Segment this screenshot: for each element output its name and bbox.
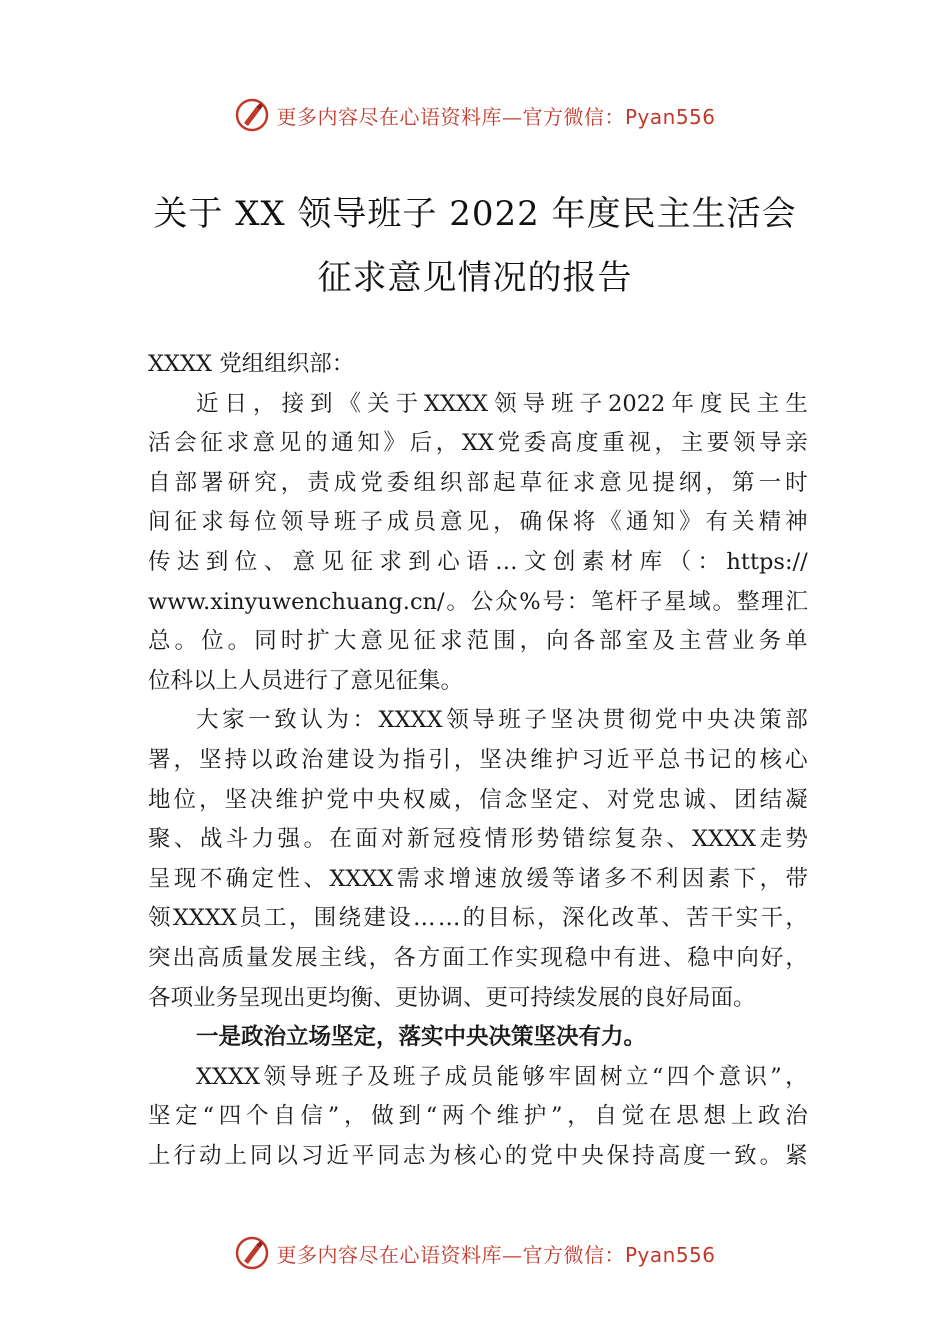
paragraph-line: 自 部 署 研 究 ， 责 成 党 委 组 织 部 起 草 征 求 意 见 提 纲 ， 第 一 时	[148, 469, 808, 496]
paragraph-line	[148, 979, 808, 1019]
paragraph-line: 上 行 动 上 同 以 习 近 平 同 志 为 核 心 的 党 中 央 保 持 高 度 一 致 。 紧	[148, 1142, 808, 1169]
line-text: 位科以上人员进行了意见征集。	[148, 667, 464, 694]
paragraph-line: 总 。 位 。 同 时 扩 大 意 见 征 求 范 围 ， 向 各 部 室 及 主 营 业 务 单	[148, 628, 808, 655]
paragraph-line: XXXX 领 导 班 子 及 班 子 成 员 能 够 牢 固 树 立 “ 四 个 意 识 ” ，	[196, 1063, 808, 1090]
banner-wechat-id: Pyan556	[624, 104, 716, 129]
logo-icon	[234, 1235, 270, 1271]
paragraph-line: 大 家 一 致 认 为 ： XXXX 领 导 班 子 坚 决 贯 彻 党 中 央 决 策 部	[196, 707, 808, 734]
paragraph-line: 活 会 征 求 意 见 的 通 知 》 后 ， XX 党 委 高 度 重 视 ， 主 要 领 导 亲	[148, 430, 808, 457]
paragraph-line: 署 ， 坚 持 以 政 治 建 设 为 指 引 ， 坚 决 维 护 习 近 平 总 书 记 的 核 心	[148, 746, 808, 773]
body-lines	[148, 385, 808, 1177]
paragraph-line: 突 出 高 质 量 发 展 主 线 ， 各 方 面 工 作 实 现 稳 中 有 进 、 稳 中 向 好 ，	[148, 944, 808, 971]
document-title-line-1: 关于 XX 领导班子 2022 年度民主生活会	[153, 194, 797, 234]
paragraph-line: 近 日 ， 接 到 《 关 于 XXXX 领 导 班 子 2022 年 度 民 主 生	[196, 390, 808, 417]
paragraph-line: 间 征 求 每 位 领 导 班 子 成 员 意 见 ， 确 保 将 《 通 知 》 有 关 精 神	[148, 509, 808, 536]
logo-icon	[234, 97, 270, 133]
paragraph-line: 呈 现 不 确 定 性 、 XXXX 需 求 增 速 放 缓 等 诸 多 不 利 因 素 下 ， 带	[148, 865, 808, 892]
paragraph-line: 聚 、 战 斗 力 强 。 在 面 对 新 冠 疫 情 形 势 错 综 复 杂 、 XXXX 走 势	[148, 826, 808, 853]
line-text: 一是政治立场坚定，落实中央决策坚决有力。	[196, 1024, 647, 1051]
banner-text	[276, 101, 715, 130]
paragraph-line: 地 位 ， 坚 决 维 护 党 中 央 权 威 ， 信 念 坚 定 、 对 党 忠 诚 、 团 结 凝	[148, 786, 808, 813]
line-text: 各项业务呈现出更均衡、更协调、更可持续发展的良好局面。	[148, 984, 756, 1011]
paragraph-line: 坚 定 “ 四 个 自 信 ” ， 做 到 “ 两 个 维 护 ” ， 自 觉 在 思 想 上 政 治	[148, 1103, 808, 1130]
header-watermark-banner	[0, 95, 950, 135]
banner-text-cn: 更多内容尽在心语资料库—官方微信：	[276, 1242, 625, 1267]
banner-wechat-id: Pyan556	[624, 1242, 716, 1267]
banner-text-cn: 更多内容尽在心语资料库—官方微信：	[276, 104, 625, 129]
paragraph-line: 领 XXXX 员 工 ， 围 绕 建 设 … … 的 目 标 ， 深 化 改 革 、 苦 干 实 干 ，	[148, 905, 808, 932]
document-body	[148, 345, 808, 1176]
footer-watermark-banner	[0, 1233, 950, 1273]
document-title-line-2: 征求意见情况的报告	[317, 258, 633, 298]
paragraph-line	[148, 662, 808, 702]
paragraph-line: 传 达 到 位 、 意 见 征 求 到 心 语 … 文 创 素 材 库 （ ： https://	[148, 548, 808, 575]
salutation: XXXX 党组组织部：	[148, 351, 355, 377]
banner-text	[276, 1239, 715, 1268]
section-heading	[148, 1018, 808, 1058]
paragraph-line: www.xinyuwenchuang.cn/ 。 公 众 % 号 ： 笔 杆 子 星 域 。 整 理 汇	[148, 588, 808, 615]
